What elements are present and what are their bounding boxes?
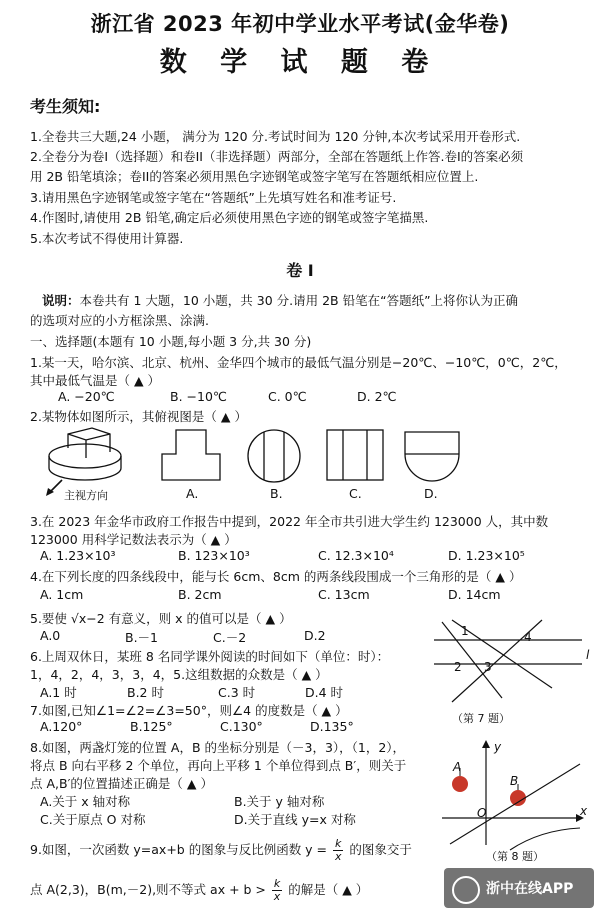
q8-option-d: D.关于直线 y=x 对称 bbox=[234, 812, 356, 827]
q9-fraction-2: $\frac{k}{x}$ bbox=[273, 877, 281, 903]
q6-option-c: C.3 时 bbox=[218, 685, 256, 700]
q8-figure bbox=[440, 740, 590, 850]
q7-option-d: D.135° bbox=[310, 719, 354, 734]
notice-heading: 考生须知: bbox=[30, 97, 101, 116]
question-8: 8.如图，两盏灯笼的位置 A，B 的坐标分别是（－3，3），（1，2）， bbox=[30, 740, 406, 755]
q8-option-a: A.关于 x 轴对称 bbox=[40, 794, 131, 809]
q4-option-a: A. 1cm bbox=[40, 587, 84, 602]
q7-angle-1-label: 1 bbox=[461, 624, 469, 638]
question-7: 7.如图,已知∠1=∠2=∠3=50°，则∠4 的度数是（ ▲ ） bbox=[30, 703, 348, 718]
q6-option-d: D.4 时 bbox=[305, 685, 344, 700]
q8-x-axis-label: x bbox=[580, 804, 588, 818]
q1-option-a: A. −20℃ bbox=[58, 389, 115, 404]
q8-origin-label: O bbox=[477, 806, 487, 820]
q6-option-b: B.2 时 bbox=[127, 685, 164, 700]
question-1-cont: 其中最低气温是（ ▲ ） bbox=[30, 373, 161, 388]
q5-option-d: D.2 bbox=[304, 628, 326, 643]
q2-option-d: D. bbox=[424, 486, 438, 501]
exam-title: 浙江省 2023 年初中学业水平考试(金华卷) bbox=[90, 12, 510, 36]
q6-option-a: A.1 时 bbox=[40, 685, 77, 700]
question-4: 4.在下列长度的四条线段中，能与长 6cm、8cm 的两条线段围成一个三角形的是（ ▲ ） bbox=[30, 569, 522, 584]
notice-item: 2.全卷分为卷I（选择题）和卷II（非选择题）两部分，全部在答题纸上作答.卷I的答案必须 bbox=[30, 149, 524, 164]
q7-option-a: A.120° bbox=[40, 719, 83, 734]
question-1: 1.某一天，哈尔滨、北京、杭州、金华四个城市的最低气温分别是−20℃、−10℃，0℃，2℃， bbox=[30, 355, 567, 370]
exam-subtitle: 数 学 试 题 卷 bbox=[159, 47, 441, 78]
question-8-cont2: 点 A,B′的位置描述正确是（ ▲ ） bbox=[30, 776, 213, 791]
q2-option-d-figure bbox=[403, 430, 463, 486]
q8-y-axis-label: y bbox=[494, 740, 502, 754]
notice-item: 5.本次考试不得使用计算器. bbox=[30, 231, 184, 246]
part-heading: 一、选择题(本题有 10 小题,每小题 3 分,共 30 分) bbox=[30, 334, 312, 349]
notice-item: 用 2B 铅笔填涂；卷II的答案必须用黑色字迹钢笔或签字笔写在答题纸相应位置上. bbox=[30, 169, 479, 184]
notice-item: 3.请用黑色字迹钢笔或签字笔在“答题纸”上先填写姓名和准考证号. bbox=[30, 190, 397, 205]
section-description-cont: 的选项对应的小方框涂黑、涂满. bbox=[30, 313, 209, 328]
q7-angle-2-label: 2 bbox=[454, 660, 462, 674]
q8-point-b-label: B bbox=[510, 774, 519, 788]
q2-option-c-figure bbox=[325, 428, 387, 484]
q5-option-c: C.－2 bbox=[213, 630, 247, 645]
question-9-cont: 点 A(2,3)，B(m,－2),则不等式 ax + b > $\frac{k}{x}$ 的解是（ ▲ ） bbox=[30, 877, 369, 903]
question-3: 3.在 2023 年金华市政府工作报告中提到，2022 年全市共引进大学生约 123000 人，其中数 bbox=[30, 514, 549, 529]
question-9: 9.如图，一次函数 y=ax+b 的图象与反比例函数 y = $\frac{k}{x}$ 的图象交于 bbox=[30, 837, 412, 863]
q7-angle-4-label: 4 bbox=[524, 630, 532, 644]
question-6-cont: 1，4，2，4，3，3，4，5.这组数据的众数是（ ▲ ） bbox=[30, 667, 328, 682]
q3-option-a: A. 1.23×10³ bbox=[40, 548, 116, 563]
q8-figure-caption: （第 8 题） bbox=[486, 850, 544, 863]
q4-option-d: D. 14cm bbox=[448, 587, 501, 602]
q2-figure-caption: 主视方向 bbox=[64, 489, 108, 502]
q5-option-a: A.0 bbox=[40, 628, 61, 643]
question-2: 2.某物体如图所示，其俯视图是（ ▲ ） bbox=[30, 409, 247, 424]
question-3-cont: 123000 用科学记数法表示为（ ▲ ） bbox=[30, 532, 237, 547]
q1-option-d: D. 2℃ bbox=[357, 389, 397, 404]
watermark-badge bbox=[444, 868, 594, 908]
q9-fraction: $\frac{k}{x}$ bbox=[334, 837, 342, 863]
question-8-cont: 将点 B 向右平移 2 个单位，再向上平移 1 个单位得到点 B′，则关于 bbox=[30, 758, 407, 773]
q4-option-c: C. 13cm bbox=[318, 587, 370, 602]
question-5: 5.要使 √x−2 有意义，则 x 的值可以是（ ▲ ） bbox=[30, 611, 292, 626]
q3-option-c: C. 12.3×10⁴ bbox=[318, 548, 394, 563]
app-logo-icon bbox=[452, 876, 480, 904]
q2-option-a: A. bbox=[186, 486, 199, 501]
q1-option-b: B. −10℃ bbox=[170, 389, 227, 404]
q7-angle-3-label: 3 bbox=[484, 660, 492, 674]
q2-option-c: C. bbox=[349, 486, 362, 501]
q3-option-b: B. 123×10³ bbox=[178, 548, 250, 563]
q2-option-b: B. bbox=[270, 486, 283, 501]
q4-option-b: B. 2cm bbox=[178, 587, 222, 602]
q7-figure-caption: （第 7 题） bbox=[452, 712, 510, 725]
q8-option-c: C.关于原点 O 对称 bbox=[40, 812, 146, 827]
q3-option-d: D. 1.23×10⁵ bbox=[448, 548, 525, 563]
section-description: 说明：本卷共有 1 大题，10 小题，共 30 分.请用 2B 铅笔在“答题纸”上将你认为正确 bbox=[42, 293, 519, 308]
q8-point-a-label: A bbox=[453, 760, 462, 774]
q2-option-b-figure bbox=[245, 428, 305, 484]
q7-option-c: C.130° bbox=[220, 719, 263, 734]
q5-option-b: B.－1 bbox=[125, 630, 159, 645]
q8-option-b: B.关于 y 轴对称 bbox=[234, 794, 325, 809]
q2-option-a-figure bbox=[160, 428, 222, 482]
q7-line-l-label: l bbox=[586, 648, 590, 662]
notice-item: 4.作图时,请使用 2B 铅笔,确定后必须使用黑色字迹的钢笔或签字笔描黑. bbox=[30, 210, 429, 225]
q7-option-b: B.125° bbox=[130, 719, 173, 734]
notice-item: 1.全卷共三大题,24 小题， 满分为 120 分.考试时间为 120 分钟,本次考试采用开卷形式. bbox=[30, 129, 521, 144]
section-heading: 卷 Ⅰ bbox=[286, 261, 314, 280]
watermark-text: 浙中在线APP bbox=[486, 881, 574, 897]
q1-option-c: C. 0℃ bbox=[268, 389, 307, 404]
question-6: 6.上周双休日，某班 8 名同学课外阅读的时间如下（单位：时）： bbox=[30, 649, 390, 664]
